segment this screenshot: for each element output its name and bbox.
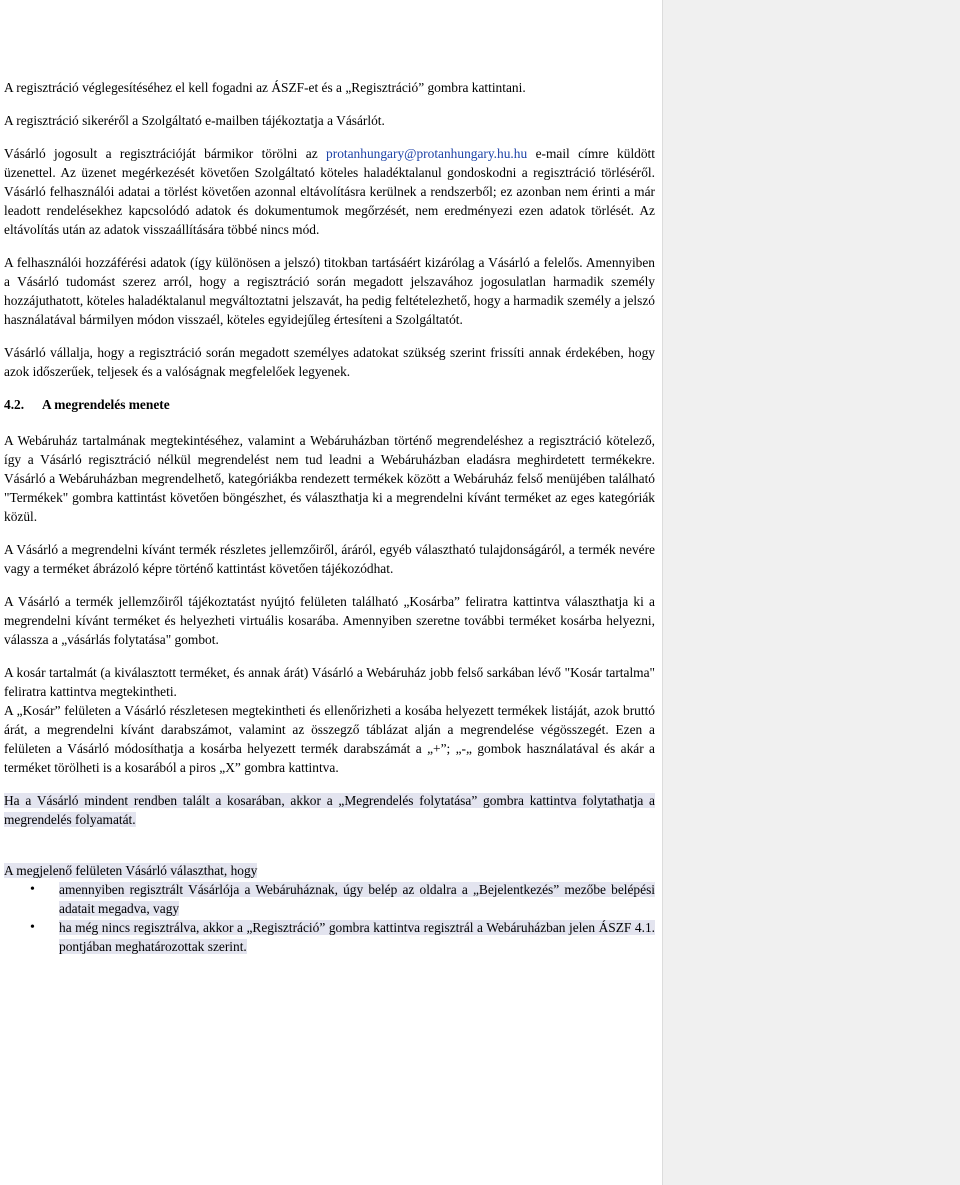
list-item	[4, 880, 655, 918]
email-link[interactable]: protanhungary@protanhungary.hu.hu	[326, 146, 528, 161]
paragraph-registration-confirmation: A regisztráció sikeréről a Szolgáltató e-mailben tájékoztatja a Vásárlót.	[4, 113, 385, 128]
paragraph-product-details: A Vásárló a megrendelni kívánt termék részletes jellemzőiről, áráról, egyéb választható tulajdonságáról, a termék nevére vagy a terméket ábrázoló képre történő kattintást követően tájékozódhat.	[4, 542, 655, 576]
paragraph-accept-terms: A regisztráció véglegesítéséhez el kell fogadni az ÁSZF-et és a „Regisztráció” gombra kattintani.	[4, 80, 526, 95]
highlighted-continue-text: Ha a Vásárló mindent rendben talált a kosarában, akkor a „Megrendelés folytatása” gombra kattintva folytathatja a megrendelés folyamatát.	[4, 793, 655, 827]
paragraph-cart-contents: A kosár tartalmát (a kiválasztott terméket, és annak árát) Vásárló a Webáruház jobb felső sarkában lévő "Kosár tartalma" feliratra kattintva megtekintheti.	[4, 665, 655, 699]
section-heading	[4, 395, 655, 414]
comment-margin-pane	[662, 0, 960, 1185]
paragraph-continue-order	[4, 791, 655, 829]
list-item	[4, 918, 655, 956]
bullet-icon: •	[30, 920, 35, 935]
bullet-text-login: amennyiben regisztrált Vásárlója a Webáruháznak, úgy belép az oldalra a „Bejelentkezés” mezőbe belépési adatait megadva, vagy	[59, 882, 655, 916]
paragraph-cart-page: A „Kosár” felületen a Vásárló részletesen megtekintheti és ellenőrizheti a kosába helyezett termékek listáját, azok bruttó árát, a megrendelni kívánt darabszámot, valamint az összegző táblázat alján a megrendelése végösszegét. Ezen a felületen a Vásárló módosíthatja a kosárba helyezett termék darabszámát a „+”; „-„ gombok használatával és akár a terméket törölheti is a kosarából a piros „X” gombra kattintva.	[4, 703, 655, 775]
choice-list	[4, 880, 655, 956]
bullet-icon: •	[30, 882, 35, 897]
deletion-text-end: e-mail címre küldött üzenettel. Az üzenet megérkezését követően Szolgáltató köteles haladéktalanul gondoskodni a regisztráció törléséről. Vásárló felhasználói adatai a törlést követően azonnal eltávolításra kerülnek a rendszerből; ez azonban nem érinti a már leadott rendelésekhez kapcsolódó adatok és dokumentumok megőrzését, nem eredményezi ezen adatok törlését. Az eltávolítás után az adatok visszaállítására többé nincs mód.	[4, 146, 655, 237]
section-title: A megrendelés menete	[42, 397, 170, 412]
paragraph-browse-products: A Webáruház tartalmának megtekintéséhez, valamint a Webáruházban történő megrendeléshez a regisztráció kötelező, így a Vásárló regisztráció nélkül megrendelést nem tud leadni a Webáruházban eladásra meghirdetett termékekre. Vásárló a Webáruházban megrendelhető, kategóriákba rendezett termékek között a Webáruház felső menüjében található "Termékek" gombra kattintást követően böngészhet, és választhatja ki a megrendelni kívánt terméket az eges kategóriák közül.	[4, 433, 655, 524]
paragraph-choice-intro	[4, 861, 655, 880]
paragraph-password-responsibility: A felhasználói hozzáférési adatok (így különösen a jelszó) titokban tartásáért kizárólag a Vásárló a felelős. Amennyiben a Vásárló tudomást szerez arról, hogy a regisztráció során megadott jelszavához jogosulatlan harmadik személy hozzájuthatott, köteles haladéktalanul megváltoztatni jelszavát, ha pedig feltételezhető, hogy a harmadik személy a jelszó használatával bármilyen módon visszaél, köteles egyidejűleg értesíteni a Szolgáltatót.	[4, 255, 655, 327]
paragraph-personal-data: Vásárló vállalja, hogy a regisztráció során megadott személyes adatokat szükség szerint frissíti annak érdekében, hogy azok időszerűek, teljesek és a valóságnak megfelelőek legyenek.	[4, 345, 655, 379]
section-number: 4.2.	[4, 397, 25, 412]
bullet-text-register: ha még nincs regisztrálva, akkor a „Regisztráció” gombra kattintva regisztrál a Webáruházban jelen ÁSZF 4.1. pontjában meghatározottak szerint.	[59, 920, 655, 954]
paragraph-registration-deletion	[4, 144, 655, 239]
deletion-text-start: Vásárló jogosult a regisztrációját bármikor törölni az	[4, 146, 327, 161]
highlighted-choice-text: A megjelenő felületen Vásárló választhat, hogy	[4, 863, 258, 878]
document-body	[4, 78, 655, 956]
paragraph-add-to-cart: A Vásárló a termék jellemzőiről tájékoztatást nyújtó felületen található „Kosárba” feliratra kattintva választhatja ki a megrendelni kívánt terméket és helyezheti virtuális kosarába. Amennyiben szeretne további terméket kosárba helyezni, válassza a „vásárlás folytatása" gombot.	[4, 594, 655, 647]
